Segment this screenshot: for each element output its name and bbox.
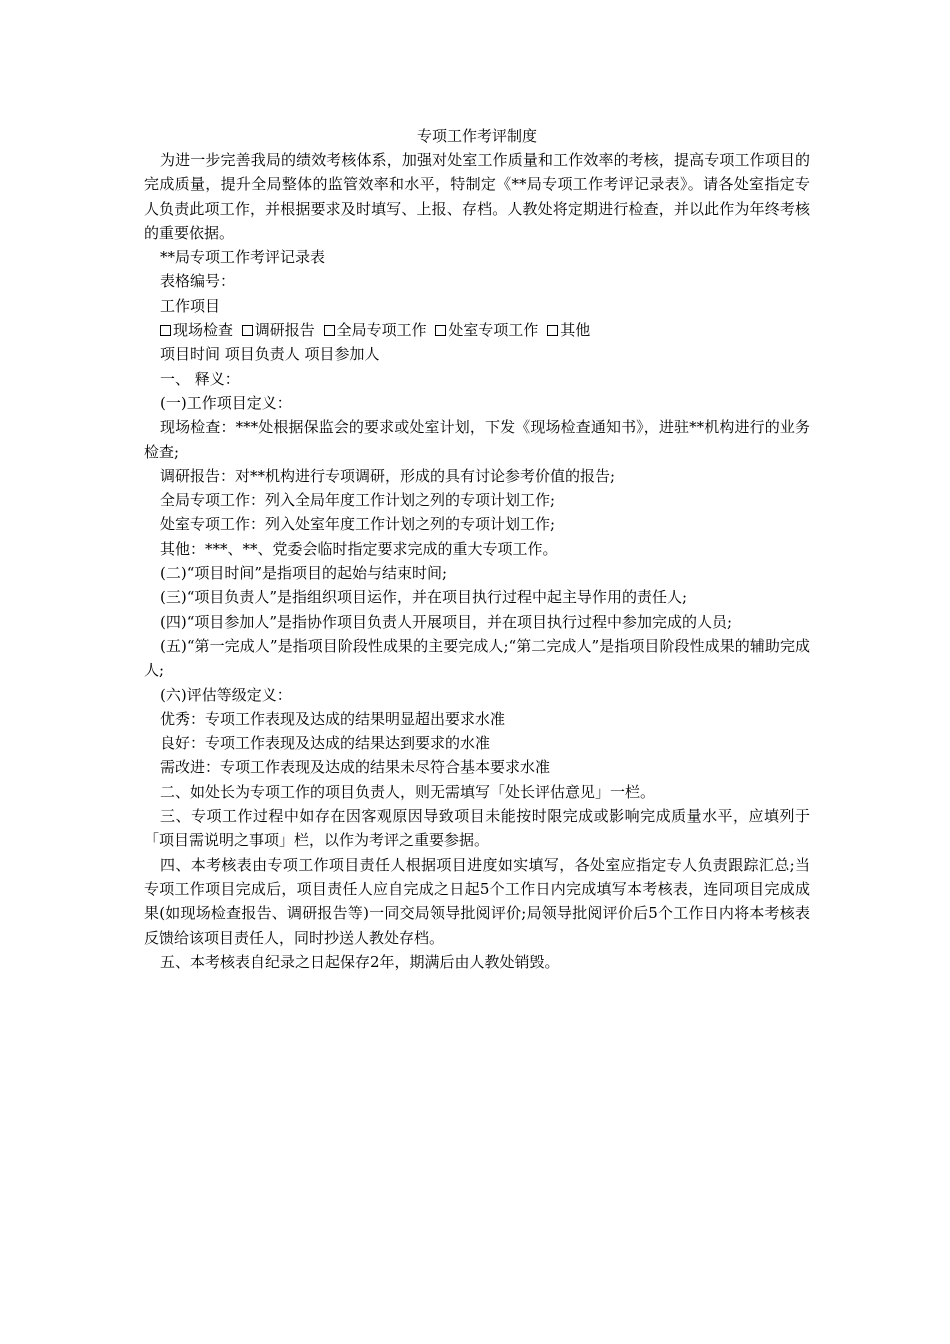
checkbox-label: 全局专项工作 bbox=[336, 321, 427, 340]
checkbox-option-bureau[interactable] bbox=[324, 318, 427, 342]
definition3: (三)“项目负责人”是指组织项目运作，并在项目执行过程中起主导作用的责任人; bbox=[160, 588, 688, 607]
form-number-label: 表格编号： bbox=[160, 272, 236, 291]
form-title: **局专项工作考评记录表 bbox=[160, 248, 326, 267]
definition1-item: 现场检查：***处根据保监会的要求或处室计划，下发《现场检查通知书》，进驻**机构进行的业务检查; bbox=[144, 418, 810, 461]
checkbox-option-onsite[interactable] bbox=[160, 318, 233, 342]
grade-item: 需改进：专项工作表现及达成的结果未尽符合基本要求水准 bbox=[160, 758, 551, 777]
definition1-item: 全局专项工作：列入全局年度工作计划之列的专项计划工作; bbox=[160, 491, 556, 510]
rule5-paragraph: 五、本考核表自纪录之日起保存2年，期满后由人教处销毁。 bbox=[160, 952, 560, 971]
definition1-item: 其他：***、**、党委会临时指定要求完成的重大专项工作。 bbox=[160, 539, 558, 558]
checkbox-label: 现场检查 bbox=[173, 321, 234, 340]
definition1-item: 调研报告：对**机构进行专项调研，形成的具有讨论参考价值的报告; bbox=[160, 466, 616, 485]
definition5: (五)“第一完成人”是指项目阶段性成果的主要完成人;“第二完成人”是指项目阶段性成果的辅助完成人; bbox=[144, 636, 810, 680]
checkbox-label: 调研报告 bbox=[254, 321, 315, 340]
checkbox-option-division[interactable] bbox=[435, 318, 538, 342]
definition4: (四)“项目参加人”是指协作项目负责人开展项目，并在项目执行过程中参加完成的人员; bbox=[160, 612, 733, 631]
definition2: (二)“项目时间”是指项目的起始与结束时间; bbox=[160, 564, 448, 583]
checkbox-icon bbox=[242, 325, 253, 336]
work-item-checkbox-row bbox=[144, 318, 810, 342]
checkbox-label: 处室专项工作 bbox=[448, 321, 539, 340]
checkbox-icon bbox=[547, 325, 558, 336]
work-item-label: 工作项目 bbox=[160, 296, 221, 315]
checkbox-label: 其他 bbox=[560, 321, 591, 340]
rule3-paragraph: 三、专项工作过程中如存在因客观原因导致项目未能按时限完成或影响完成质量水平，应填列于「项目需说明之事项」栏，以作为考评之重要参据。 bbox=[144, 807, 810, 850]
checkbox-icon bbox=[324, 325, 335, 336]
checkbox-option-research[interactable] bbox=[242, 318, 315, 342]
checkbox-option-other[interactable] bbox=[547, 318, 590, 342]
checkbox-icon bbox=[160, 325, 171, 336]
checkbox-icon bbox=[435, 325, 446, 336]
document-title: 专项工作考评制度 bbox=[416, 127, 537, 145]
definition1-item: 处室专项工作：列入处室年度工作计划之列的专项计划工作; bbox=[160, 515, 556, 534]
document-page bbox=[144, 124, 810, 974]
definition6-heading: (六)评估等级定义： bbox=[160, 685, 292, 704]
project-fields-line: 项目时间 项目负责人 项目参加人 bbox=[160, 345, 380, 364]
grade-item: 优秀：专项工作表现及达成的结果明显超出要求水准 bbox=[160, 709, 506, 728]
rule4-paragraph: 四、本考核表由专项工作项目责任人根据项目进度如实填写，各处室应指定专人负责跟踪汇总;当专项工作项目完成后，项目责任人应自完成之日起5个工作日内完成填写本考核表，连同项目完成成果(如现场检查报告、调研报告等)一同交局领导批阅评价;局领导批阅评价后5个工作日内将本考核表反馈给该项目责任人，同时抄送人教处存档。 bbox=[144, 855, 810, 947]
rule2-paragraph: 二、如处长为专项工作的项目负责人，则无需填写「处长评估意见」一栏。 bbox=[160, 782, 656, 801]
grade-item: 良好：专项工作表现及达成的结果达到要求的水准 bbox=[160, 734, 491, 753]
section1-heading: 一、 释义： bbox=[160, 369, 240, 388]
definition1-heading: (一)工作项目定义： bbox=[160, 393, 292, 412]
intro-paragraph: 为进一步完善我局的绩效考核体系，加强对处室工作质量和工作效率的考核，提高专项工作项目的完成质量，提升全局整体的监管效率和水平，特制定《**局专项工作考评记录表》。请各处室指定专人负责此项工作，并根据要求及时填写、上报、存档。人教处将定期进行检查，并以此作为年终考核的重要依据。 bbox=[144, 151, 810, 242]
